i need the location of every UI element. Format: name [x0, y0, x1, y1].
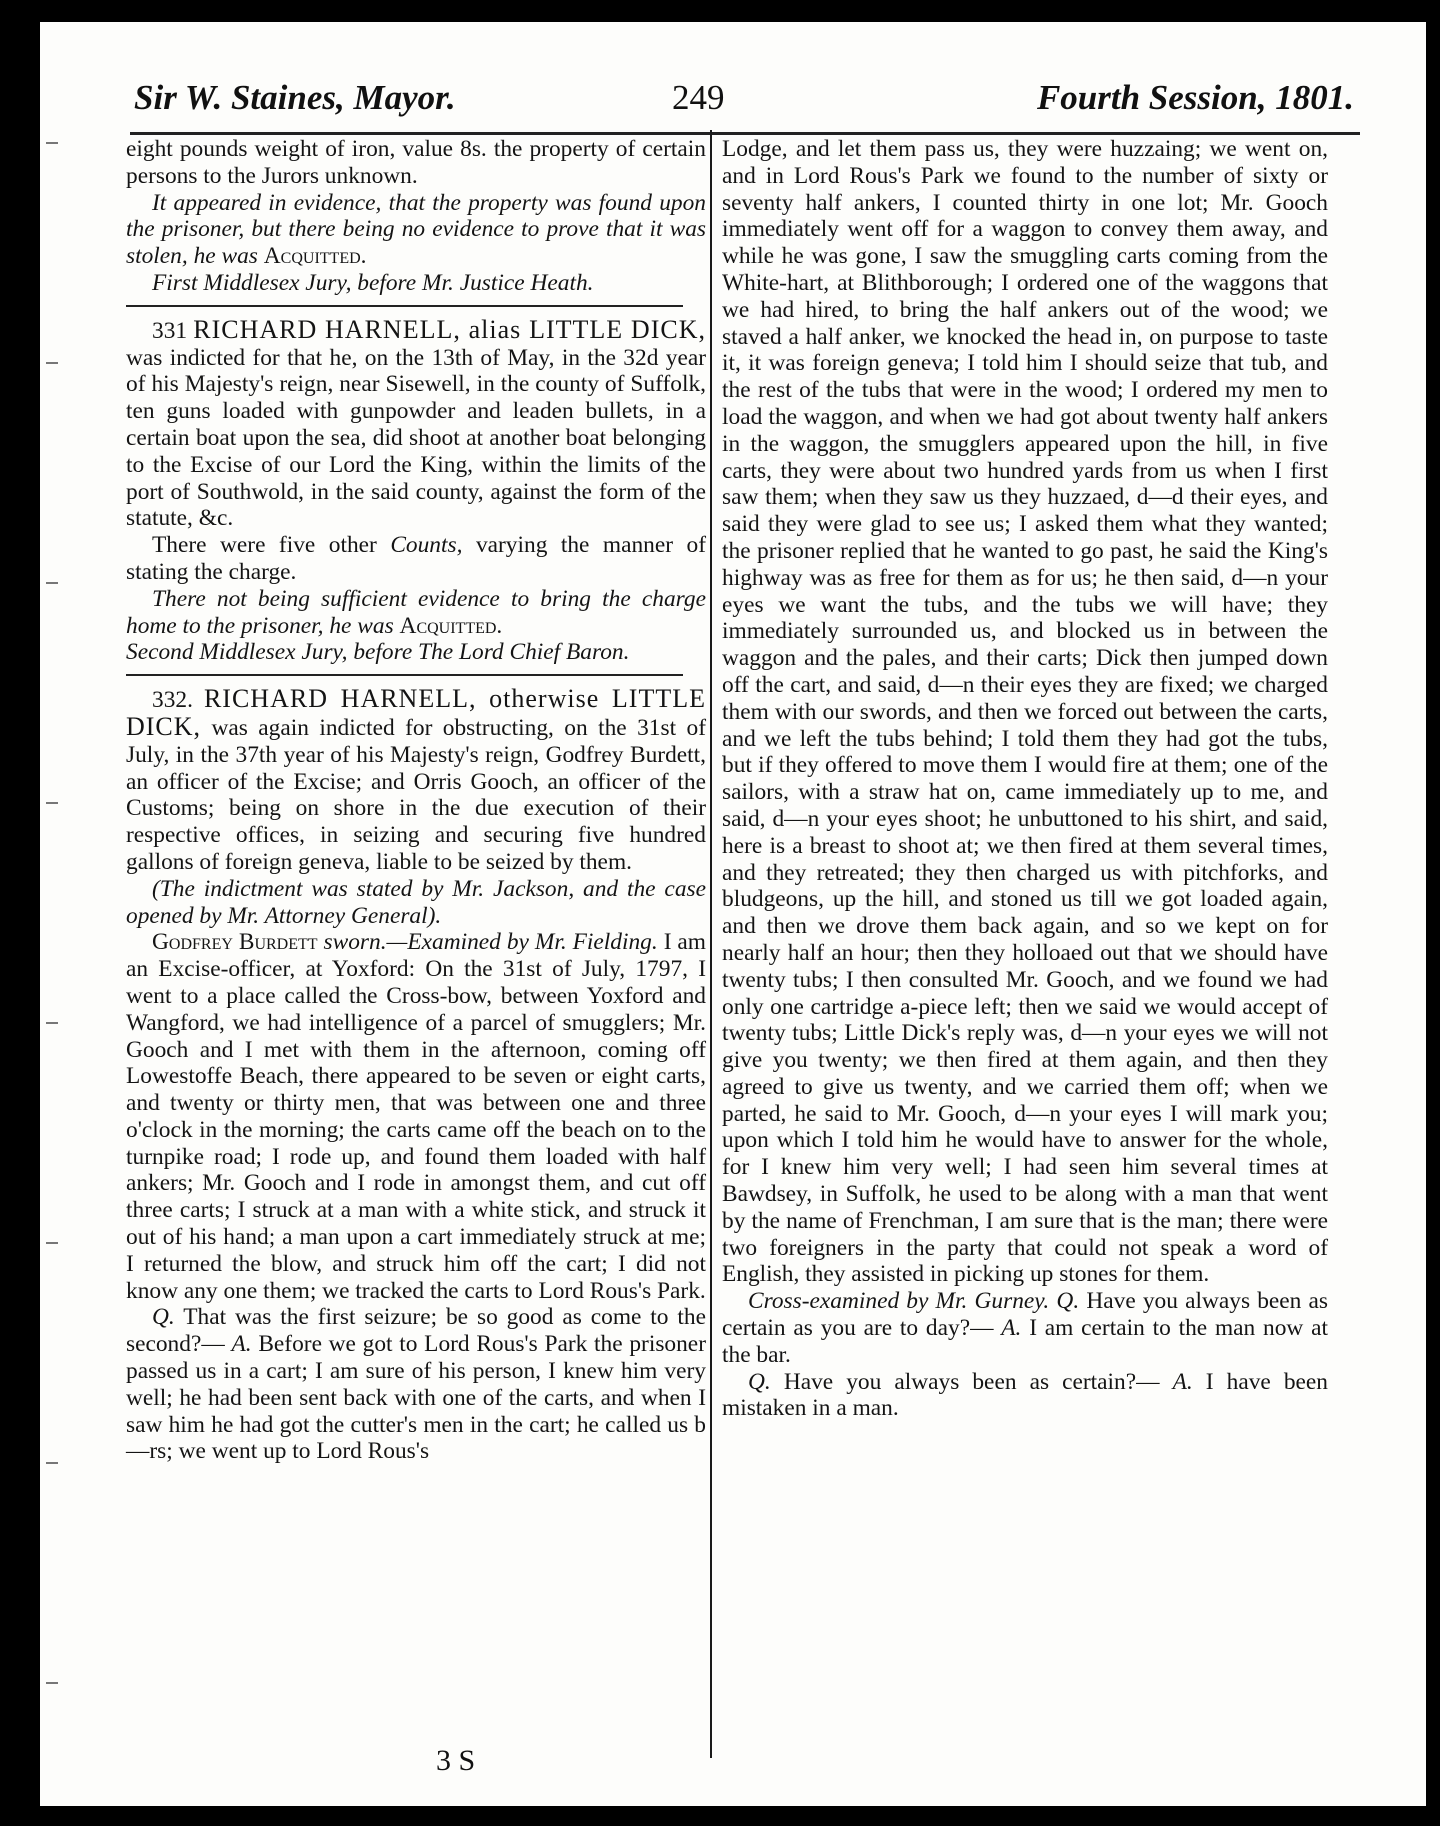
page-number: 249: [672, 78, 725, 117]
section-rule: [126, 305, 683, 307]
case-number: 331: [152, 317, 188, 344]
verdict-text: There not being sufficient evidence to bring the charge home to the prisoner, he was: [126, 585, 706, 639]
verdict-text: It appeared in evidence, that the property was found upon the prisoner, but there being no evidence to prove that it was stolen, he was: [126, 189, 706, 270]
answer-text: I am certain to the man now at the bar.: [722, 1315, 1328, 1368]
paragraph: [126, 532, 706, 586]
case-text: was again indicted for obstructing, on the 31st of July, in the 37th year of his Majesty's reign, Godfrey Burdett, an officer of the Excise; and Orris Gooch, an officer of the Customs; being on shore in the due execution of their respective offices, in seizing and securing five hundred gallons of foreign geneva, liable to be seized by them.: [126, 714, 706, 875]
a-mark: A.: [1172, 1368, 1193, 1395]
case-number: 332.: [152, 687, 193, 714]
binding-dots: [46, 102, 66, 1742]
case-text: was indicted for that he, on the 13th of May, in the 32d year of his Majesty's reign, near Sisewell, in the county of Suffolk, ten guns loaded with gunpowder and leaden bullets, in a certain boat upon the sea, did shoot at another boat belonging to the Excise of our Lord the King, within the limits of the port of Southwold, in the said county, against the form of the statute, &c.: [126, 344, 706, 532]
case-name: RICHARD HARNELL, otherwise LITTLE DICK,: [126, 684, 706, 741]
question-text: Have you always been as certain?—: [783, 1368, 1160, 1395]
a-mark: A.: [1001, 1315, 1022, 1342]
counts-text-tail: varying the manner of stating the charge.: [126, 532, 706, 585]
witness-sworn: sworn.—Examined by Mr. Fielding.: [323, 929, 658, 956]
witness-intro: [126, 929, 706, 1304]
answer-text: I have been mistaken in a man.: [722, 1368, 1328, 1422]
verdict-note: [126, 586, 706, 640]
header-mayor: Sir W. Staines, Mayor.: [134, 78, 456, 117]
cross-examination: [722, 1288, 1328, 1368]
q-mark: Q.: [152, 1304, 175, 1331]
column-divider: [710, 130, 712, 1758]
question-answer: [126, 1304, 706, 1465]
jury-note: Second Middlesex Jury, before The Lord Chief Baron.: [126, 639, 630, 666]
section-rule: [126, 674, 683, 676]
witness-name: Godfrey Burdett: [152, 929, 318, 956]
verdict-note: [126, 190, 706, 270]
question-text: Have you always been as certain as you are to day?—: [722, 1288, 1328, 1342]
case-332: [126, 686, 706, 876]
verdict-word: Acquitted.: [399, 612, 503, 639]
case-331: [126, 314, 706, 532]
verdict-word: Acquitted.: [263, 243, 367, 270]
page-header: [134, 78, 1354, 130]
q-mark: Q.: [1056, 1288, 1080, 1315]
counts-italic: Counts,: [390, 532, 463, 559]
jury-note: First Middlesex Jury, before Mr. Justice Heath.: [152, 269, 594, 296]
question-text: That was the first seizure; be so good as come to the second?—: [126, 1304, 706, 1358]
paragraph: Lodge, and let them pass us, they were huzzaing; we went on, and in Lord Rous's Park we found to the number of sixty or seventy half ankers, I counted thirty in one lot; Mr. Gooch immediately went off for a waggon to convey them away, and while he was gone, I saw the smuggling carts coming from the White-hart, at Blithborough; I ordered one of the waggons that we had hired, to bring the half ankers out of the wood; we staved a half anker, we knocked the head in, on purpose to taste it, it was foreign geneva; I told him I should seize that tub, and the rest of the tubs that were in the wood; I ordered my men to load the waggon, and when we had got about twenty half ankers in the waggon, the smugglers appeared upon the hill, in five carts, they were about two hundred yards from us when I first saw them; when they saw us they huzzaed, d—d their eyes, and said they were glad to see us; I asked them what they wanted; the prisoner replied that he wanted to go past, he said the King's highway was as free for them as for us; he then said, d—n your eyes we want the tubs, and the tubs we will have; they immediately surrounded us, and blocked us in between the waggon and the pales, and their carts; Dick then jumped down off the cart, and said, d—n their eyes they are fixed; we charged them with our swords, and then we forced out between the carts, and we left the tubs behind; I told them they had got the tubs, but if they offered to move them I would fire at them; one of the sailors, with a straw hat on, came immediately up to me, and said, d—n your eyes shoot; he unbuttoned to his shirt, and said, here is a breast to shoot at; we then fired at them several times, and they retreated; they then charged us with pitchforks, and bludgeons, up the hill, and stoned us till we got loaded again, and then we drove them back again, and so we kept on for nearly half an hour; then they holloaed out that we should have twenty tubs; I then consulted Mr. Gooch, and we found we had only one cartridge a-piece left; then we said we would accept of twenty tubs; Little Dick's reply was, d—n your eyes we will not give you twenty; we then fired at them again, and then they agreed to give us twenty, and we carried them off; when we parted, he said to Mr. Gooch, d—n your eyes I will mark you; upon which I told him he would have to answer for the whole, for I knew him very well; I had seen him several times at Bawdsey, in Suffolk, he used to be along with a man that went by the name of Frenchman, I am sure that is the man; there were two foreigners in the party that could not speak a word of English, they assisted in picking up stones for them.: [722, 136, 1328, 1288]
witness-testimony: I am an Excise-officer, at Yoxford: On the 31st of July, 1797, I went to a place called the Cross-bow, between Yoxford and Wangford, we had intelligence of a parcel of smugglers; Mr. Gooch and I met with them in the afternoon, coming off Lowestoffe Beach, there appeared to be seven or eight carts, and twenty or thirty men, that was between one and three o'clock in the morning; the carts came off the beach on to the turnpike road; I rode up, and found them loaded with half ankers; Mr. Gooch and I rode in amongst them, and cut off three carts; I struck at a man with a white stick, and struck it out of his hand; a man upon a cart immediately struck at me; I returned the blow, and struck him off the cart; I did not know any one them; we tracked the carts to Lord Rous's Park.: [126, 929, 706, 1304]
a-mark: A.: [231, 1331, 252, 1358]
indictment-note: (The indictment was stated by Mr. Jackson, and the case opened by Mr. Attorney General).: [126, 875, 706, 929]
header-rule: [130, 132, 1360, 135]
document-page: [40, 22, 1426, 1806]
right-column: [722, 136, 1328, 1422]
counts-text: There were five other: [152, 532, 377, 559]
header-session: Fourth Session, 1801.: [1036, 78, 1354, 117]
answer-text: Before we got to Lord Rous's Park the prisoner passed us in a cart; I am sure of his person, I knew him very well; he had been sent back with one of the carts, and when I saw him he had got the cutter's men in the cart; he called us b—rs; we went up to Lord Rous's: [126, 1331, 706, 1465]
paragraph: eight pounds weight of iron, value 8s. the property of certain persons to the Jurors unknown.: [126, 136, 706, 189]
case-name: RICHARD HARNELL, alias LITTLE DICK,: [193, 314, 706, 344]
q-mark: Q.: [748, 1368, 771, 1395]
left-column: [126, 136, 706, 1465]
question-answer: [722, 1369, 1328, 1423]
cross-label: Cross-examined by Mr. Gurney.: [748, 1288, 1050, 1315]
signature-mark: 3 S: [436, 1744, 476, 1777]
